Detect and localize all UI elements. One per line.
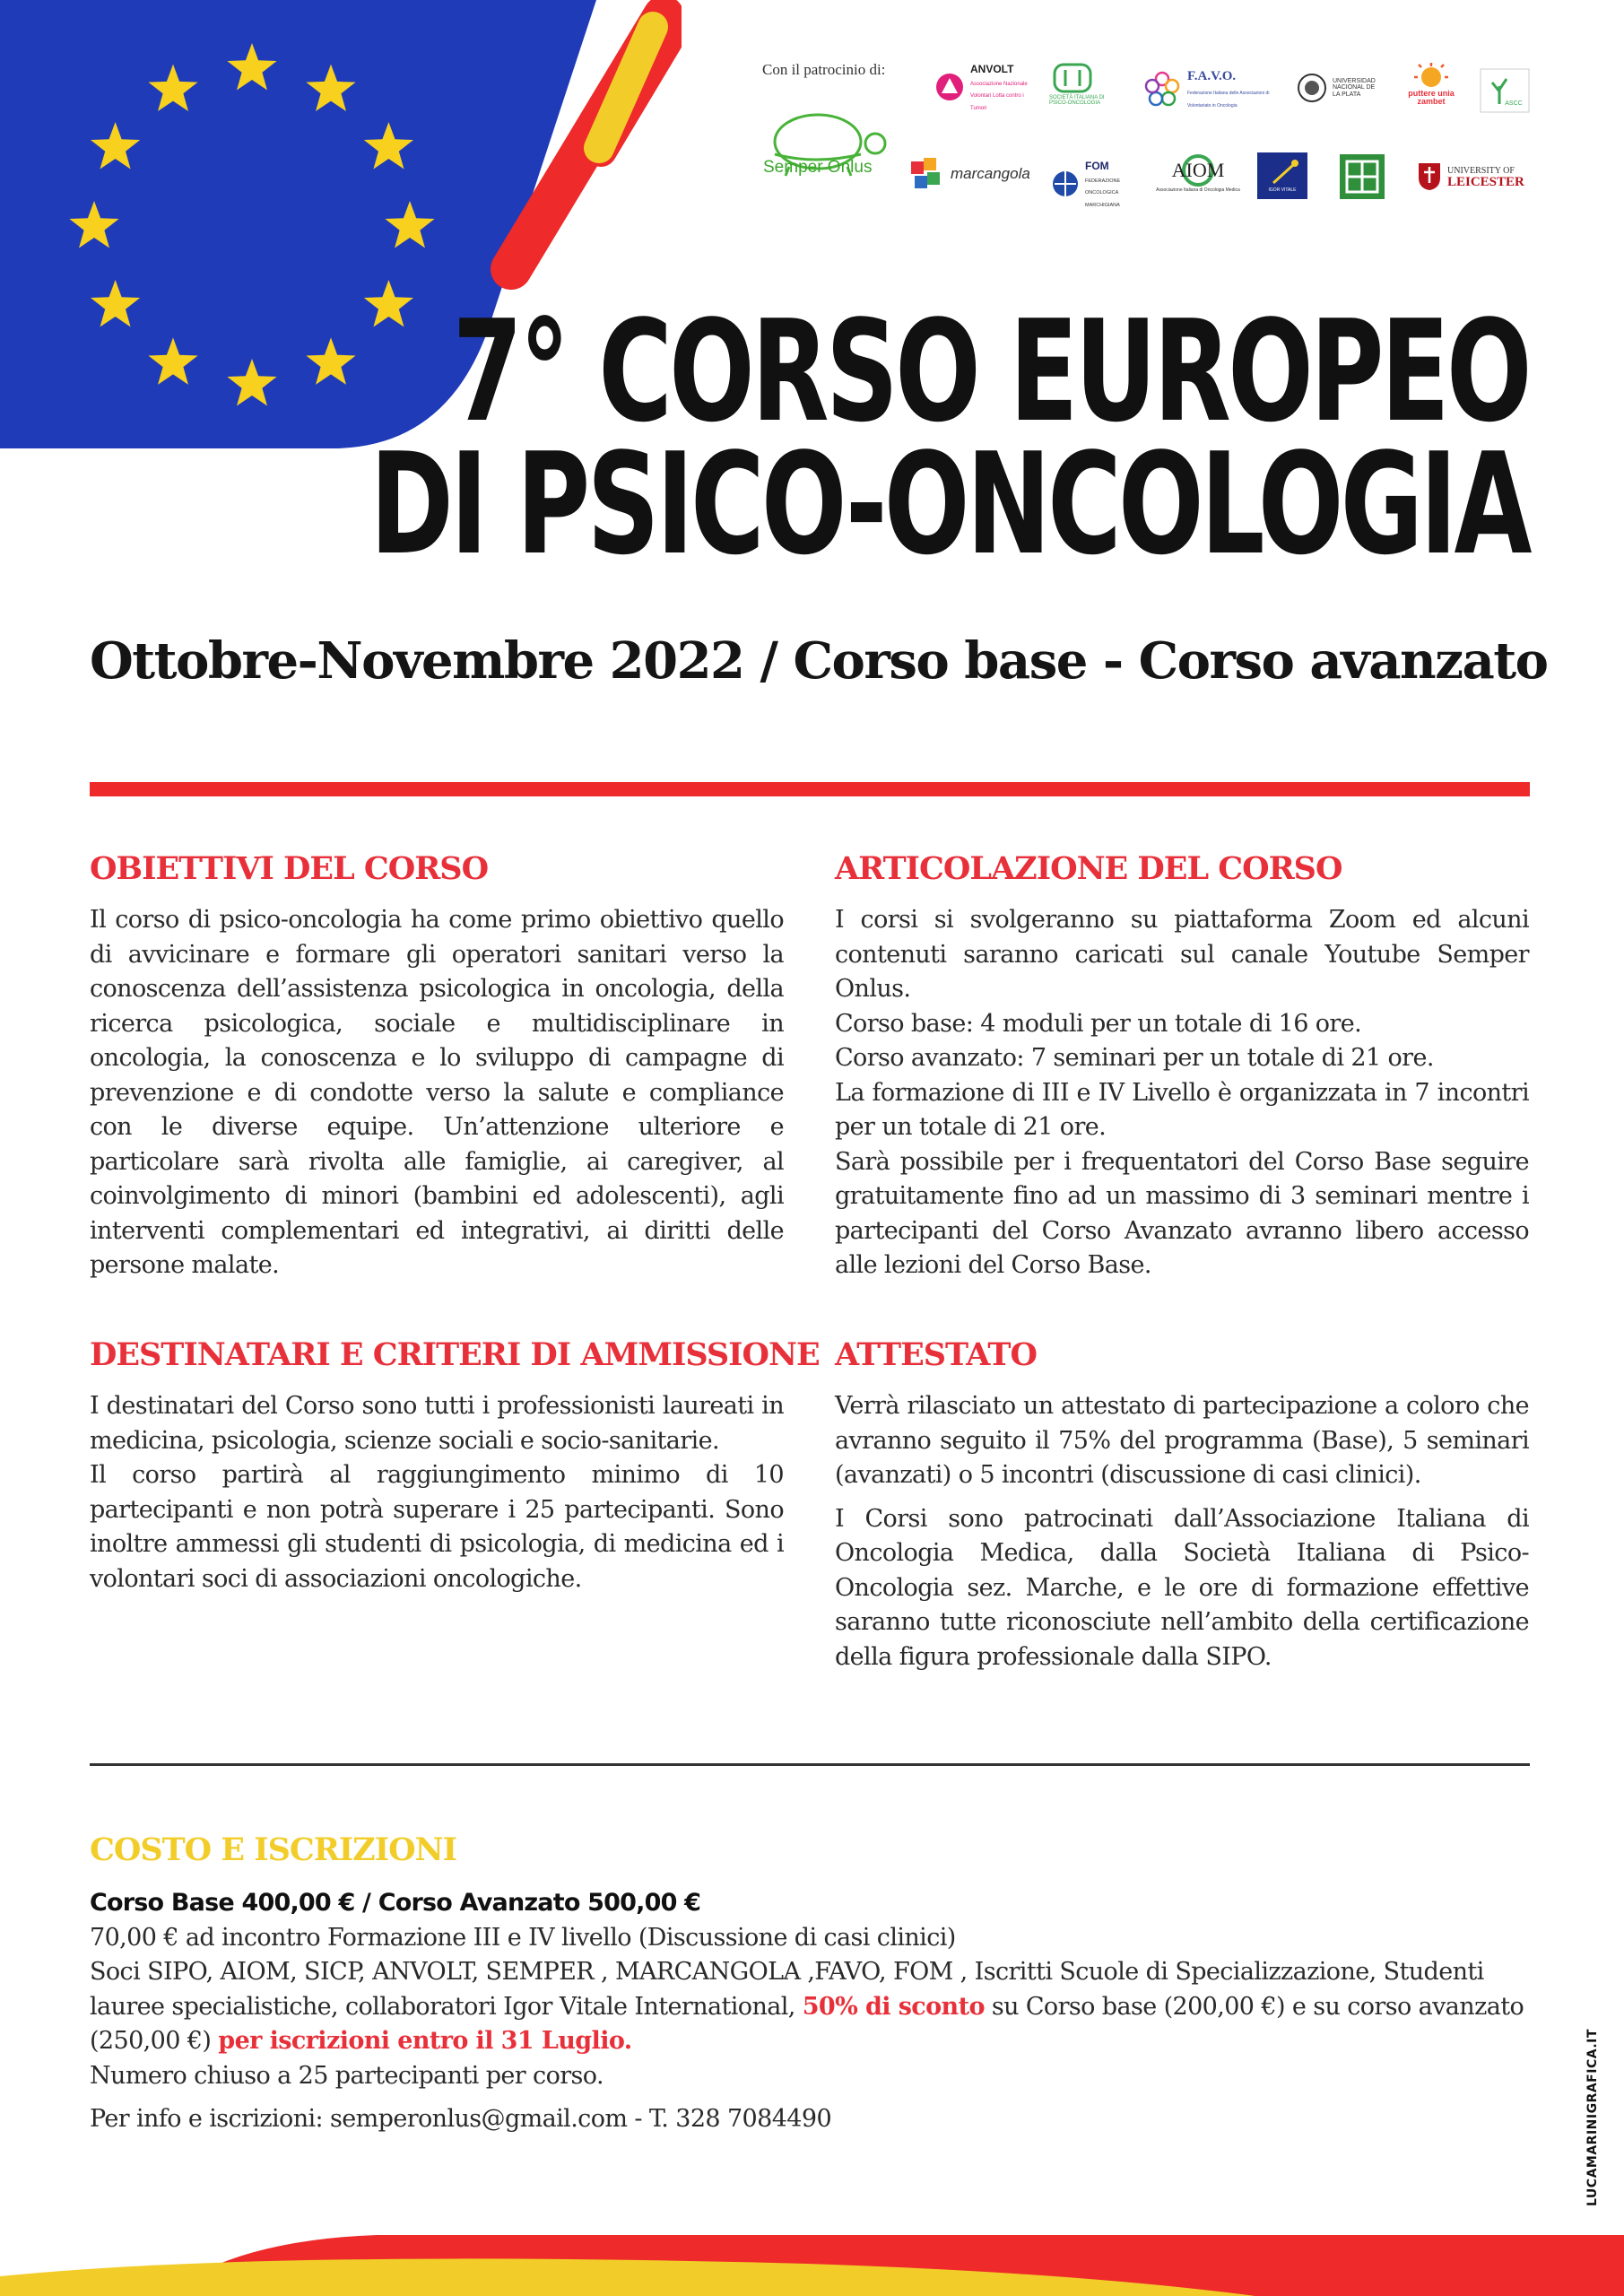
section-title-obiettivi: OBIETTIVI DEL CORSO <box>90 850 489 887</box>
section-costo <box>90 1831 1533 2137</box>
fom-globe-icon <box>1051 170 1080 198</box>
articolazione-line: Corso base: 4 moduli per un totale di 16 ore. <box>835 1009 1362 1038</box>
favo-logo-text: F.A.V.O. <box>1187 69 1237 84</box>
favo-flower-icon <box>1142 70 1182 109</box>
turtle-logo-icon <box>762 90 888 215</box>
patronage-area <box>762 57 1533 210</box>
discount-highlight: 50% di sconto <box>802 1992 985 2021</box>
fom-logo-text: FOM <box>1085 160 1109 172</box>
destinatari-line: Il corso partirà al raggiungimento minimo di 10 partecipanti e non potrà superare i 25 partecipanti. Sono inoltre ammessi gli studenti di psicologia, di medicina ed i volontari soci di associazioni oncologiche. <box>90 1461 784 1593</box>
marcangola-logo <box>909 156 1035 192</box>
title-line-1: 7° CORSO EUROPEO <box>452 290 1529 453</box>
fom-logo <box>1051 160 1150 209</box>
sicp-logo <box>1049 63 1112 107</box>
designer-credit-text: LUCAMARINIGRAFICA.IT <box>1585 2029 1600 2206</box>
anvolt-logo-sub: Associazione Nazionale Volontari Lotta contro i Tumori <box>970 81 1028 111</box>
unlp-logo <box>1297 72 1379 104</box>
section-destinatari <box>90 1336 820 1596</box>
attestato-paragraph: Verrà rilasciato un attestato di partecipazione a coloro che avranno seguito il 75% del programma (Base), 5 seminari (avanzati) o 5 incontri (discussione di casi clinici). <box>835 1392 1529 1489</box>
section-attestato <box>835 1336 1529 1674</box>
section-title-destinatari: DESTINATARI E CRITERI DI AMMISSIONE <box>90 1336 820 1373</box>
section-title-costo: COSTO E ISCRIZIONI <box>90 1831 456 1868</box>
discount-eligible-text: Soci SIPO, AIOM, SICP, ANVOLT, SEMPER , MARCANGOLA ,FAVO, FOM , Iscritti Scuole di Specializzazione, Studenti lauree specialistiche, collaboratori Igor Vitale International, <box>90 1958 1484 2021</box>
title-line-2: DI PSICO-ONCOLOGIA <box>369 422 1529 586</box>
favo-logo <box>1142 70 1277 109</box>
favo-logo-sub: Federazione Italiana delle Associazioni di Volontariato in Oncologia <box>1187 91 1270 109</box>
anvolt-logo-text: ANVOLT <box>970 63 1014 75</box>
aiom-logo <box>1153 152 1243 193</box>
cost-line-incontro: 70,00 € ad incontro Formazione III e IV livello (Discussione di casi clinici) <box>90 1923 956 1952</box>
section-obiettivi <box>90 850 784 1283</box>
marcangola-puzzle-icon <box>909 156 945 192</box>
section-divider-line <box>90 1763 1530 1766</box>
articolazione-line: I corsi si svolgeranno su piattaforma Zoom ed alcuni contenuti saranno caricati sul canale Youtube Semper Onlus. <box>835 906 1529 1003</box>
section-title-attestato: ATTESTATO <box>835 1336 1037 1373</box>
leicester-logo-text: UNIVERSITY OF <box>1447 165 1515 176</box>
bottom-wave-graphic <box>0 2231 1624 2296</box>
cost-discount <box>90 1955 1533 2059</box>
articolazione-line: La formazione di III e IV Livello è organizzata in 7 incontri per un totale di 21 ore. <box>835 1078 1529 1141</box>
fom-logo-sub: FEDERAZIONE ONCOLOGICA MARCHIGIANA <box>1085 178 1121 209</box>
celtic-knot-icon <box>1338 152 1386 201</box>
marcangola-logo-text: marcangola <box>951 165 1030 183</box>
destinatari-line: I destinatari del Corso sono tutti i professionisti laureati in medicina, psicologia, scienze sociali e socio-sanitarie. <box>90 1392 784 1455</box>
celtic-knot-logo <box>1338 152 1388 201</box>
anvolt-logo <box>934 63 1033 112</box>
cost-limit: Numero chiuso a 25 partecipanti per corso. <box>90 2061 604 2090</box>
discount-amounts-text: su Corso base (200,00 €) e su corso avanzato (250,00 €) <box>90 1992 1524 2055</box>
discount-deadline: per iscrizioni entro il 31 Luglio. <box>218 2027 632 2055</box>
semper-onlus-name: Semper Onlus <box>763 158 873 177</box>
obiettivi-text: Il corso di psico-oncologia ha come primo obiettivo quello di avvicinare e formare gli operatori sanitari verso la conoscenza dell’assistenza psicologica in oncologia, della ricerca psicologica, sociale e multidisciplinare in oncologia, la conoscenza e lo sviluppo di campagne di prevenzione e di condotte verso la salute e compliance con le diverse equipe. Un’attenzione ulteriore e particolare sarà rivolta alle famiglie, ai caregiver, al coinvolgimento di minori (bambini ed adolescenti), agli interventi complementari ed integrativi, ai diritti delle persone malate. <box>90 906 784 1279</box>
sicp-logo-icon <box>1049 63 1096 93</box>
cost-prices: Corso Base 400,00 € / Corso Avanzato 500,00 € <box>90 1889 701 1917</box>
leicester-logo <box>1417 161 1542 192</box>
unlp-crest-icon <box>1297 72 1327 104</box>
aiom-logo-icon <box>1157 152 1239 188</box>
green-tree-logo-text: ASCC <box>1505 100 1523 107</box>
sun-face-icon <box>1414 63 1448 90</box>
main-title <box>369 290 1529 586</box>
contact-info: Per info e iscrizioni: semperonlus@gmail.com - T. 328 7084490 <box>90 2105 832 2133</box>
leicester-shield-icon <box>1417 161 1442 192</box>
patronage-label: Con il patrocinio di: <box>762 61 886 78</box>
leicester-logo-sub: LEICESTER <box>1447 175 1524 190</box>
articolazione-line: Sarà possibile per i frequentatori del Corso Base seguire gratuitamente fino ad un massimo di 3 seminari mentre i partecipanti del Corso Avanzato avranno libero accesso alle lezioni del Corso Base. <box>835 1147 1529 1279</box>
igor-vitale-logo-text: IGOR VITALE <box>1268 187 1297 193</box>
section-articolazione <box>835 850 1529 1283</box>
puttere-logo-text: puttere unia zambet <box>1408 89 1455 107</box>
red-divider-bar <box>90 782 1530 796</box>
designer-credit <box>1585 2029 1612 2206</box>
svg-text:AIOM: AIOM <box>1171 159 1225 181</box>
igor-vitale-logo <box>1257 152 1307 193</box>
puttere-logo <box>1404 63 1458 107</box>
attestato-paragraph: I Corsi sono patrocinati dall’Associazione Italiana di Oncologia Medica, dalla Società Italiana di Psico-Oncologia sez. Marche, e le ore di formazione effettive saranno tutte riconosciute nell’ambito della certificazione della figura professionale dalla SIPO. <box>835 1504 1529 1671</box>
section-title-articolazione: ARTICOLAZIONE DEL CORSO <box>835 850 1342 887</box>
articolazione-line: Corso avanzato: 7 seminari per un totale di 21 ore. <box>835 1044 1434 1072</box>
green-tree-logo <box>1480 68 1530 107</box>
sicp-logo-text: SOCIETÀ ITALIANA DI PSICO-ONCOLOGIA <box>1049 95 1105 107</box>
unlp-logo-text: UNIVERSIDAD NACIONAL DE LA PLATA <box>1333 77 1376 98</box>
subtitle: Ottobre-Novembre 2022 / Corso base - Corso avanzato <box>90 631 1548 691</box>
aiom-logo-sub: Associazione Italiana di Oncologia Medica <box>1156 187 1240 193</box>
anvolt-logo-icon <box>934 72 965 102</box>
